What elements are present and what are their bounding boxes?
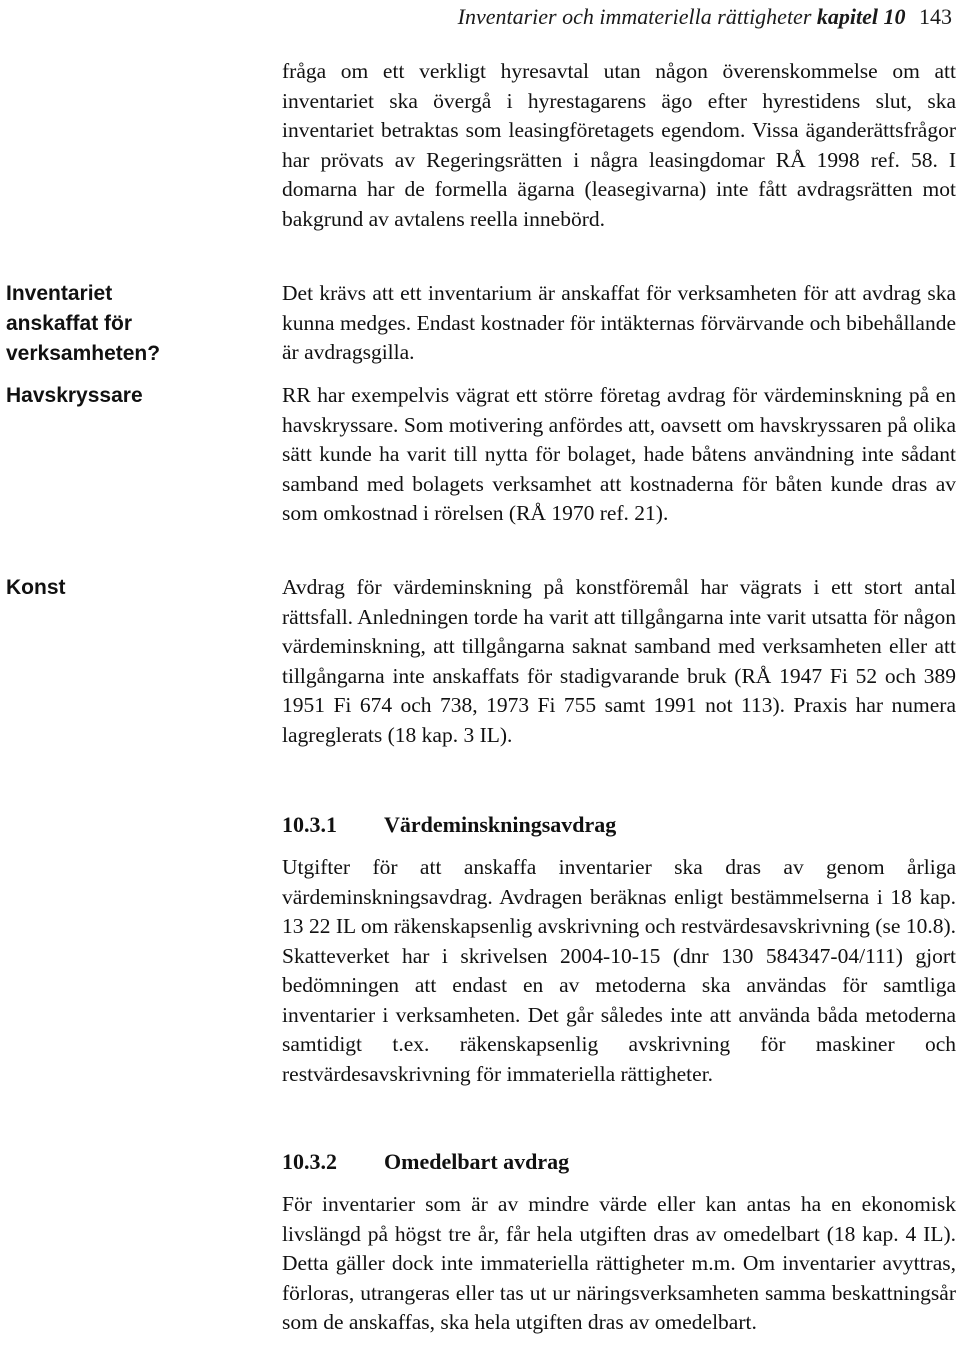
paragraph-konst [282, 573, 956, 750]
paragraph-vardeminskning [282, 853, 956, 1089]
section-number: 10.3.1 [282, 812, 337, 837]
paragraph-text: Avdrag för värdeminskning på konstföremål har vägrats i ett stort antal rättsfall. Anledningen torde ha varit att tillgångarna inte varit utsatta för någon värdeminskning, att tillgångarna saknat samband med verksamheten eller att tillgångarna inte anskaffats för stadigvarande bruk (RÅ 1947 Fi 52 och 389 1951 Fi 674 och 738, 1973 Fi 755 samt 1991 not 113). Praxis har numera lagreglerats (18 kap. 3 IL). [282, 575, 956, 747]
section-title: Värdeminskningsavdrag [384, 812, 617, 837]
paragraph-text: fråga om ett verkligt hyresavtal utan någon överenskommelse om att inventariet ska övergå i hyrestagarens ägo efter hyrestidens slut, ska inventariet betraktas som leasingföretagets egendom. Vissa äganderättsfrågor har prövats av Regeringsrätten i några leasingdomar RÅ 1998 ref. 58. I domarna har de formella ägarna (leasegivarna) inte fått avdragsrätten mot bakgrund av avtalens reella innebörd. [282, 59, 956, 231]
paragraph-havskryssare [282, 381, 956, 529]
section-heading-10-3-2 [282, 1147, 569, 1177]
section-heading-10-3-1 [282, 810, 616, 840]
paragraph-text: RR har exempelvis vägrat ett större företag avdrag för värdeminskning på en havskryssare. Som motivering anfördes att, oavsett om havskryssaren på olika sätt kunde ha varit till nytta för bolaget, hade båtens användning inte sådant samband med bolagets verksamhet att kostnaderna för båten kunde dras av som omkostnad i rörelsen (RÅ 1970 ref. 21). [282, 383, 956, 525]
margin-note-inventariet: Inventariet anskaffat för verksamheten? [6, 282, 161, 365]
paragraph-text: Utgifter för att anskaffa inventarier ska dras av genom årliga värdeminskningsavdrag. Avdragen beräknas enligt bestämmelserna i 18 kap. 13 22 IL om räkenskapsenlig avskrivning och restvärdesavskrivning (se 10.8). Skatteverket har i skrivelsen 2004-10-15 (dnr 130 584347-04/111) gjort bedömningen att endast en av metoderna ska användas för samtliga inventarier i verksamheten. Det går således inte att använda båda metoderna samtidigt t.ex. räkenskapsenlig avskrivning för maskiner och restvärdesavskrivning för immateriella rättigheter. [282, 855, 956, 1086]
running-header [458, 4, 952, 30]
paragraph-leasing [282, 57, 956, 234]
paragraph-anskaffat [282, 279, 956, 368]
section-title: Omedelbart avdrag [384, 1149, 570, 1174]
margin-note-konst: Konst [6, 576, 66, 599]
header-title: Inventarier och immateriella rättigheter [457, 4, 812, 29]
paragraph-text: För inventarier som är av mindre värde eller kan antas ha en ekonomisk livslängd på högst tre år, får hela utgiften dras av omedelbart (18 kap. 4 IL). Detta gäller dock inte immateriella rättigheter m.m. Om inventarier avyttras, förloras, utrangeras eller tas ut ur näringsverksamheten samma beskattningsår som de anskaffas, ska hela utgiften dras av omedelbart. [282, 1192, 956, 1334]
page-number: 143 [919, 4, 952, 29]
paragraph-text: Det krävs att ett inventarium är anskaffat för verksamheten för att avdrag ska kunna medges. Endast kostnader för intäkternas förvärvande och bibehållande är avdragsgilla. [282, 281, 956, 364]
paragraph-omedelbart [282, 1190, 956, 1338]
section-number: 10.3.2 [282, 1149, 337, 1174]
margin-note-havskryssare: Havskryssare [6, 384, 143, 407]
header-chapter: kapitel 10 [816, 4, 906, 29]
